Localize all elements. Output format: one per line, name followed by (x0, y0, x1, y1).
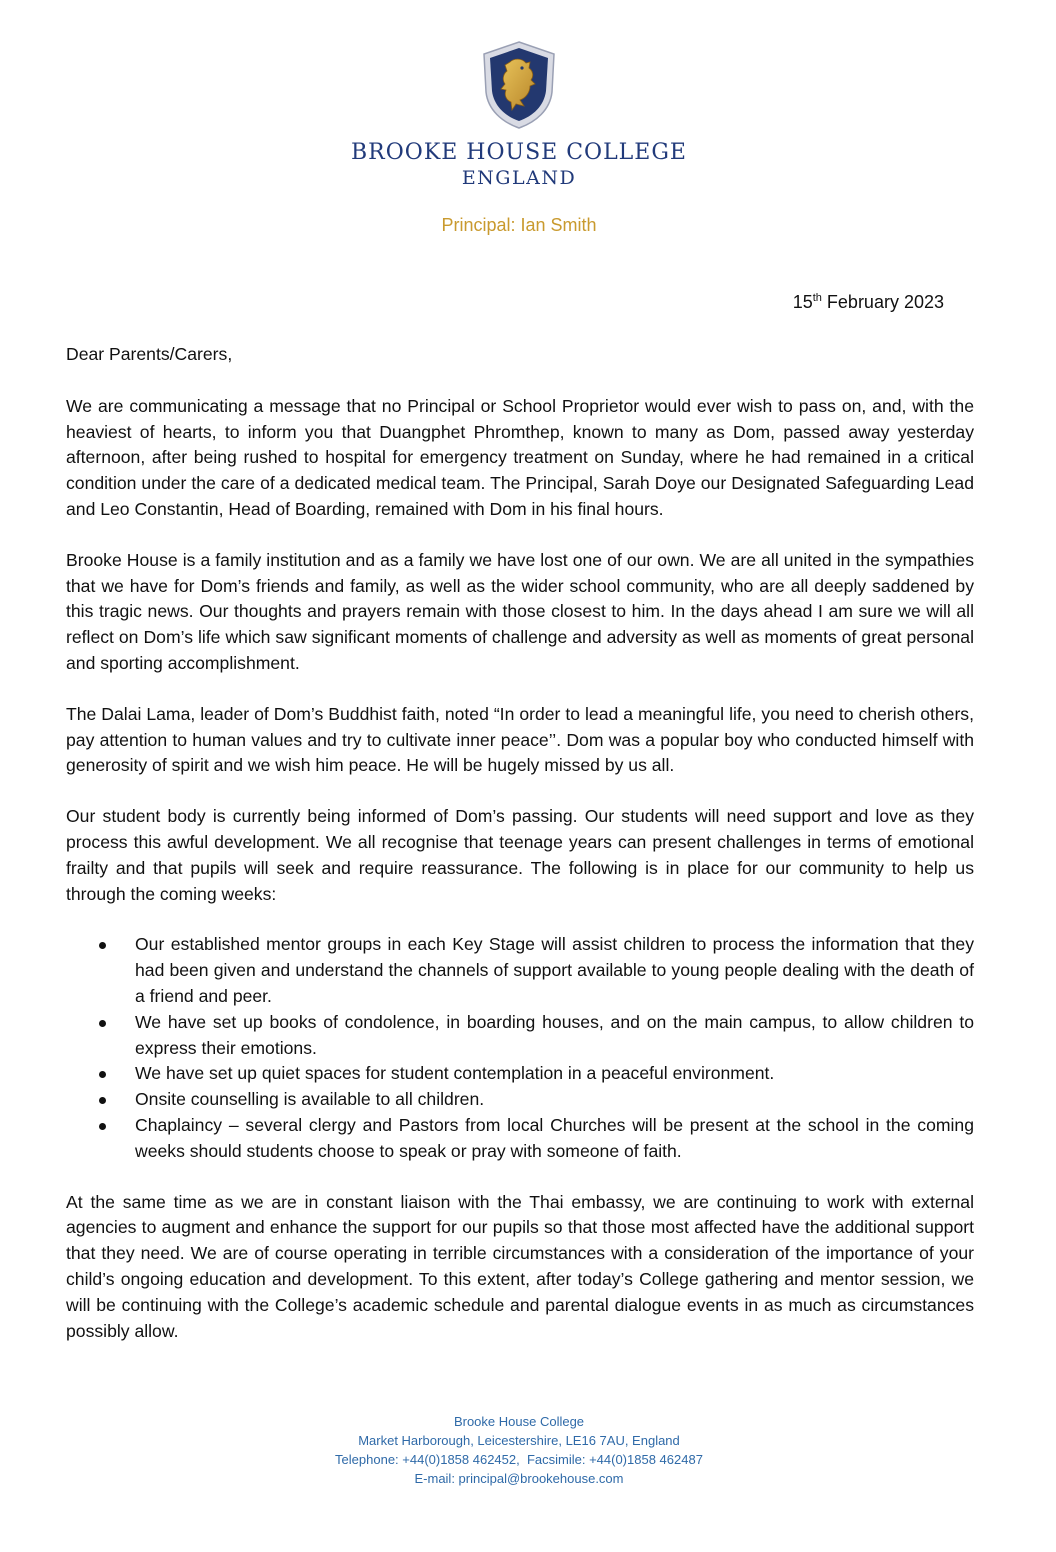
list-item (66, 1113, 974, 1165)
date-rest: February 2023 (821, 292, 944, 312)
bullet-icon (99, 942, 106, 949)
bullet-icon (99, 1123, 106, 1130)
support-list (66, 932, 974, 1164)
list-item-text: We have set up books of condolence, in boarding houses, and on the main campus, to allow children to express their emotions. (135, 1011, 974, 1058)
paragraph: The Dalai Lama, leader of Dom’s Buddhist faith, noted “In order to lead a meaningful life, you need to cherish others, pay attention to human values and try to cultivate inner peace’’. Dom was a popular boy who conducted himself with generosity of spirit and we wish him peace. He will be hugely missed by us all. (66, 703, 974, 776)
list-item (66, 1010, 974, 1062)
list-item-text: Onsite counselling is available to all children. (135, 1089, 485, 1110)
college-country: ENGLAND (461, 167, 577, 189)
closing-paragraph: At the same time as we are in constant liaison with the Thai embassy, we are continuing to work with external agencies to augment and enhance the support for our pupils so that those most affected have the additional support that they need. We are of course operating in terrible circumstances with a consideration of the importance of your child’s ongoing education and development. To this extent, after today’s College gathering and mentor session, we will be continuing with the College’s academic schedule and parental dialogue events in as much as circumstances possibly allow. (66, 1191, 974, 1341)
list-item-text: We have set up quiet spaces for student contemplation in a peaceful environment. (135, 1063, 775, 1084)
footer-address-line: Market Harborough, Leicestershire, LE16 7AU, England (358, 1433, 680, 1448)
date-suffix: th (812, 292, 822, 304)
letter-date (793, 292, 944, 313)
list-item-text: Our established mentor groups in each Key Stage will assist children to process the information that they had been given and understand the channels of support available to young people dealing with the death of a friend and peer. (135, 934, 974, 1006)
college-crest-icon (480, 40, 558, 130)
bullet-icon (99, 1020, 106, 1027)
list-item (66, 1087, 974, 1113)
bullet-icon (99, 1071, 106, 1078)
paragraph: We are communicating a message that no Principal or School Proprietor would ever wish to pass on, and, with the heaviest of hearts, to inform you that Duangphet Phromthep, known to many as Dom, passed away yesterday afternoon, after being rushed to hospital for emergency treatment on Sunday, where he had remained in a critical condition under the care of a dedicated medical team. The Principal, Sarah Doye our Designated Safeguarding Lead and Leo Constantin, Head of Boarding, remained with Dom in his final hours. (66, 395, 974, 519)
date-day: 15 (792, 292, 813, 312)
footer-email: E-mail: principal@brookehouse.com (414, 1471, 624, 1486)
paragraph: Brooke House is a family institution and as a family we have lost one of our own. We are all united in the sympathies that we have for Dom’s friends and family, as well as the wider school community, who are all deeply saddened by this tragic news. Our thoughts and prayers remain with those closest to him. In the days ahead I am sure we will all reflect on Dom’s life which saw significant moments of challenge and adversity as well as moments of great personal and sporting accomplishment. (66, 549, 974, 673)
principal-name: Principal: Ian Smith (441, 215, 597, 235)
list-item (66, 1061, 974, 1087)
letter-body (66, 342, 974, 1369)
footer-college-name: Brooke House College (453, 1414, 585, 1429)
footer-phone: Telephone: +44(0)1858 462452, Facsimile: +44(0)1858 462487 (335, 1452, 703, 1467)
paragraph: Our student body is currently being informed of Dom’s passing. Our students will need support and love as they process this awful development. We all recognise that teenage years can present challenges in terms of emotional frailty and that pupils will seek and require reassurance. The following is in place for our community to help us through the coming weeks: (66, 806, 974, 904)
salutation: Dear Parents/Carers, (66, 344, 233, 364)
list-item (66, 932, 974, 1009)
bullet-icon (99, 1097, 106, 1104)
footer-address (0, 1412, 1038, 1488)
college-name: BROOKE HOUSE COLLEGE (351, 140, 687, 165)
list-item-text: Chaplaincy – several clergy and Pastors from local Churches will be present at the school in the coming weeks should students choose to speak or pray with someone of faith. (135, 1114, 974, 1161)
